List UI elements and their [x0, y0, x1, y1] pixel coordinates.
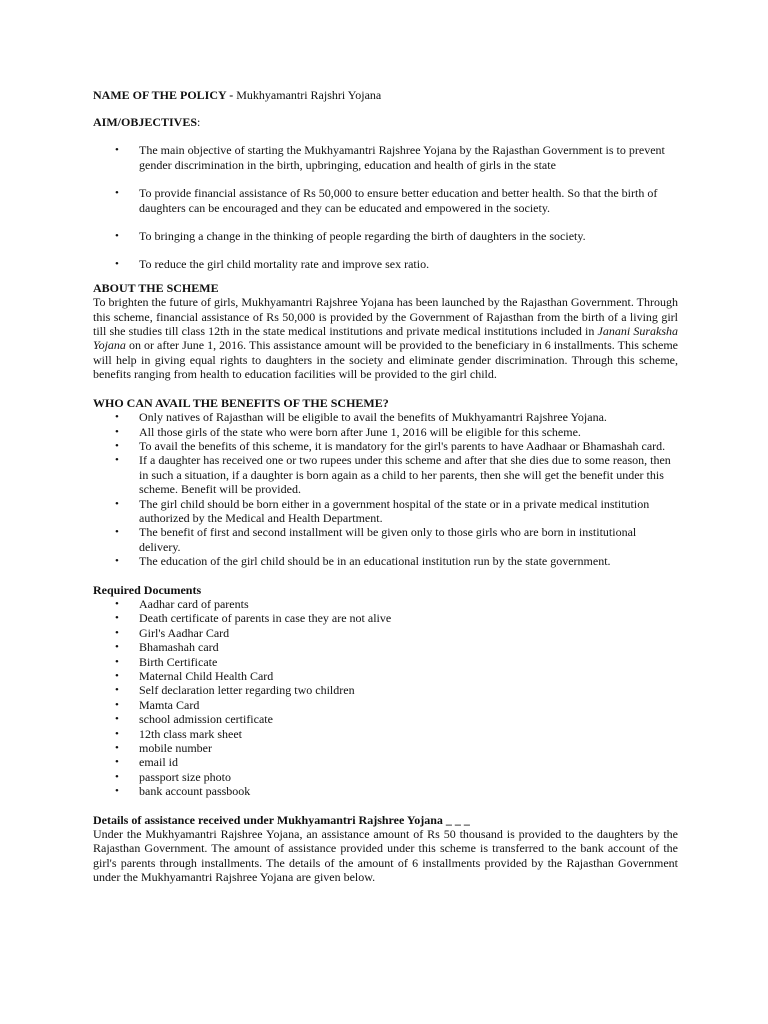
bullet-icon: • — [115, 742, 119, 755]
document-item-text: mobile number — [139, 741, 212, 756]
policy-name-line — [93, 88, 678, 102]
objectives-heading: AIM/OBJECTIVES — [93, 115, 198, 129]
objectives-heading-line — [93, 115, 678, 129]
bullet-icon: • — [115, 770, 119, 783]
document-item-text: passport size photo — [139, 769, 231, 784]
bullet-icon: • — [115, 144, 119, 157]
eligibility-list — [93, 410, 678, 568]
bullet-icon: • — [115, 187, 119, 200]
bullet-icon: • — [115, 597, 119, 610]
document-page — [93, 88, 678, 885]
document-item — [93, 712, 678, 726]
document-item-text: school admission certificate — [139, 712, 273, 727]
document-item-text: Bhamashah card — [139, 640, 219, 655]
objectives-list — [93, 143, 678, 271]
eligibility-item-text: To avail the benefits of this scheme, it is mandatory for the girl's parents to have Aadhaar or Bhamashah card. — [139, 438, 666, 453]
documents-heading: Required Documents — [93, 582, 202, 597]
objective-item — [93, 143, 678, 172]
bullet-icon: • — [115, 526, 119, 539]
document-item-text: Mamta Card — [139, 697, 200, 712]
bullet-icon: • — [115, 555, 119, 568]
bullet-icon: • — [115, 439, 119, 452]
document-item — [93, 626, 678, 640]
eligibility-item — [93, 453, 678, 496]
about-text-before: To brighten the future of girls, Mukhyamantri Rajshree Yojana has been launched by the Rajasthan Government. Through this scheme, financial assistance of Rs 50,000 is provided by the Government of Rajasthan from the birth of a living girl till she studies till class 12th in the state medical institutions and private medical institutions included in — [93, 295, 678, 339]
objective-item — [93, 257, 678, 271]
document-item — [93, 611, 678, 625]
eligibility-item-text: The education of the girl child should be in an educational institution run by the state government. — [139, 554, 611, 569]
about-text-after: on or after June 1, 2016. This assistance amount will be provided to the beneficiary in 6 installments. This scheme will help in giving equal rights to daughters in the society and eliminate gender discrimination. Through this scheme, benefits ranging from health to education facilities will be provided to the girl child. — [93, 338, 678, 382]
document-item — [93, 755, 678, 769]
document-item-text: Girl's Aadhar Card — [139, 625, 230, 640]
about-heading: ABOUT THE SCHEME — [93, 280, 219, 295]
document-item-text: Birth Certificate — [139, 654, 218, 669]
objective-item-text: To bringing a change in the thinking of people regarding the birth of daughters in the society. — [139, 229, 586, 244]
bullet-icon: • — [115, 641, 119, 654]
document-item — [93, 770, 678, 784]
about-paragraph — [93, 295, 678, 381]
document-item — [93, 640, 678, 654]
bullet-icon: • — [115, 626, 119, 639]
bullet-icon: • — [115, 497, 119, 510]
document-item — [93, 741, 678, 755]
eligibility-item — [93, 425, 678, 439]
bullet-icon: • — [115, 684, 119, 697]
eligibility-item-text: All those girls of the state who were born after June 1, 2016 will be eligible for this scheme. — [139, 424, 581, 439]
document-item-text: Aadhar card of parents — [139, 596, 249, 611]
bullet-icon: • — [115, 713, 119, 726]
eligibility-item — [93, 525, 678, 554]
document-item — [93, 597, 678, 611]
document-item — [93, 683, 678, 697]
document-item — [93, 655, 678, 669]
bullet-icon: • — [115, 785, 119, 798]
eligibility-item-text: Only natives of Rajasthan will be eligible to avail the benefits of Mukhyamantri Rajshree Yojana. — [139, 410, 607, 425]
bullet-icon: • — [115, 655, 119, 668]
bullet-icon: • — [115, 727, 119, 740]
bullet-icon: • — [115, 756, 119, 769]
document-item-text: Death certificate of parents in case they are not alive — [139, 611, 392, 626]
objectives-colon: : — [197, 115, 201, 129]
eligibility-item-text: The benefit of first and second installment will be given only to those girls who are born in institutional delivery. — [139, 525, 637, 554]
objective-item — [93, 229, 678, 243]
policy-name-label: NAME OF THE POLICY - — [93, 88, 234, 102]
bullet-icon: • — [115, 670, 119, 682]
bullet-icon: • — [115, 454, 119, 467]
eligibility-heading: WHO CAN AVAIL THE BENEFITS OF THE SCHEME? — [93, 395, 389, 410]
eligibility-item-text: The girl child should be born either in a government hospital of the state or in a private medical institution authorized by the Medical and Health Department. — [139, 496, 650, 525]
policy-name-value: Mukhyamantri Rajshri Yojana — [236, 88, 382, 102]
assistance-paragraph: Under the Mukhyamantri Rajshree Yojana, an assistance amount of Rs 50 thousand is provided to the daughters by the Rajasthan Government. The amount of assistance provided under this scheme is transferred to the bank account of the girl's parents through installments. The details of the amount of 6 installments provided by the Rajasthan Government under the Mukhyamantri Rajshree Yojana are given below. — [93, 827, 678, 885]
documents-list — [93, 597, 678, 799]
document-item-text: email id — [139, 755, 178, 770]
document-item — [93, 669, 678, 683]
eligibility-item — [93, 497, 678, 526]
objective-item-text: To reduce the girl child mortality rate and improve sex ratio. — [139, 257, 430, 272]
eligibility-item — [93, 410, 678, 424]
objective-item-text: The main objective of starting the Mukhyamantri Rajshree Yojana by the Rajasthan Government is to prevent gender discrimination in the birth, upbringing, education and health of girls in the state — [139, 143, 665, 172]
eligibility-item-text: If a daughter has received one or two rupees under this scheme and after that she dies due to some reason, then in such a situation, if a daughter is born again as a child to her parents, then she will get the benefit under this scheme. Benefit will be provided. — [139, 453, 671, 497]
document-item-text: Self declaration letter regarding two children — [139, 683, 355, 698]
eligibility-item — [93, 554, 678, 568]
bullet-icon: • — [115, 258, 119, 271]
bullet-icon: • — [115, 230, 119, 243]
document-item-text: 12th class mark sheet — [139, 726, 242, 741]
assistance-heading: Details of assistance received under Mukhyamantri Rajshree Yojana _ _ _ — [93, 812, 470, 827]
document-item — [93, 784, 678, 798]
objective-item-text: To provide financial assistance of Rs 50,000 to ensure better education and better health. So that the birth of daughters can be encouraged and they can be educated and empowered in the society. — [139, 186, 658, 215]
document-item — [93, 727, 678, 741]
document-item-text: Maternal Child Health Card — [139, 669, 274, 683]
document-item-text: bank account passbook — [139, 784, 251, 799]
objective-item — [93, 186, 678, 215]
bullet-icon: • — [115, 425, 119, 438]
bullet-icon: • — [115, 698, 119, 711]
bullet-icon: • — [115, 612, 119, 625]
document-item — [93, 698, 678, 712]
about-text-italic: Janani Suraksha Yojana — [93, 324, 678, 353]
bullet-icon: • — [115, 411, 119, 424]
eligibility-item — [93, 439, 678, 453]
